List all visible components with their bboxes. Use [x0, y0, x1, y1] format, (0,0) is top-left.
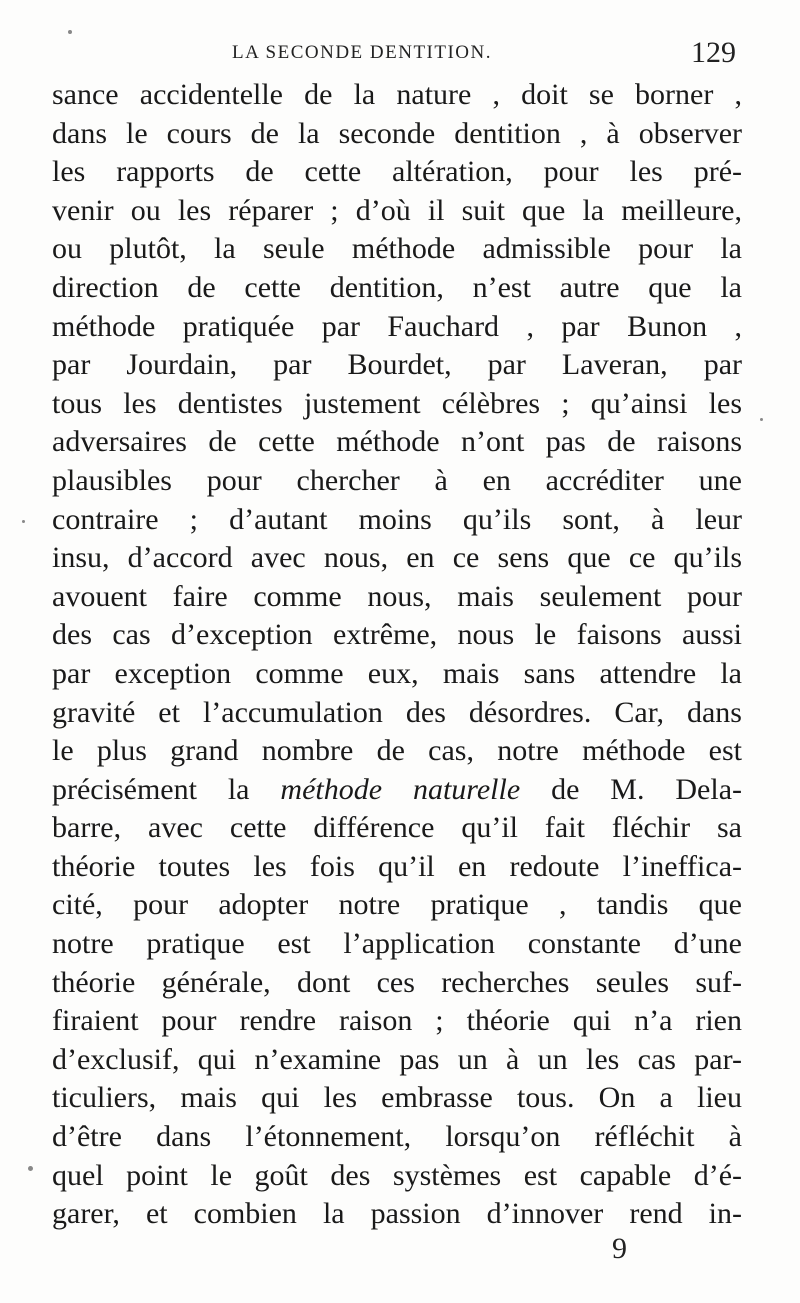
text-line: dans le cours de la seconde dentition , à observer: [52, 116, 742, 150]
signature-mark: 9: [612, 1232, 627, 1265]
text-line: gravité et l’accumulation des désordres. Car, dans: [52, 695, 742, 729]
text-line: par Jourdain, par Bourdet, par Laveran, par: [52, 348, 742, 382]
text-line: d’exclusif, qui n’examine pas un à un les cas par-: [52, 1042, 742, 1076]
body-text: [52, 76, 742, 1234]
text-line: plausibles pour chercher à en accréditer une: [52, 463, 742, 497]
text-line: par exception comme eux, mais sans attendre la: [52, 656, 742, 690]
text-segment: précisément la: [52, 772, 281, 806]
text-line: insu, d’accord avec nous, en ce sens que ce qu’ils: [52, 541, 742, 575]
text-line: méthode pratiquée par Fauchard , par Bunon ,: [52, 309, 742, 343]
text-line: le plus grand nombre de cas, notre méthode est: [52, 734, 742, 768]
text-segment: de M. Dela-: [520, 772, 742, 806]
text-line: avouent faire comme nous, mais seulement pour: [52, 579, 742, 613]
text-line: contraire ; d’autant moins qu’ils sont, à leur: [52, 502, 742, 536]
text-line: adversaires de cette méthode n’ont pas de raisons: [52, 425, 742, 459]
text-line: cité, pour adopter notre pratique , tandis que: [52, 888, 742, 922]
text-line: des cas d’exception extrême, nous le faisons aussi: [52, 618, 742, 652]
text-line: d’être dans l’étonnement, lorsqu’on réfléchit à: [52, 1120, 742, 1154]
text-line: théorie générale, dont ces recherches seules suf-: [52, 965, 742, 999]
text-line: venir ou les réparer ; d’où il suit que la meilleure,: [52, 193, 742, 227]
text-line: tous les dentistes justement célèbres ; qu’ainsi les: [52, 386, 742, 420]
text-line: quel point le goût des systèmes est capable d’é-: [52, 1158, 742, 1192]
paper-speck: [22, 520, 25, 523]
text-line-with-emphasis: [52, 771, 742, 810]
text-line: garer, et combien la passion d’innover rend in-: [52, 1197, 742, 1231]
page-header: [52, 36, 742, 76]
text-line: ticuliers, mais qui les embrasse tous. On a lieu: [52, 1081, 742, 1115]
page-number: 129: [691, 36, 736, 69]
text-line: direction de cette dentition, n’est autre que la: [52, 270, 742, 304]
text-line: notre pratique est l’application constante d’une: [52, 927, 742, 961]
text-line: théorie toutes les fois qu’il en redoute l’ineffica-: [52, 849, 742, 883]
paper-speck: [28, 1166, 33, 1171]
running-title: LA SECONDE DENTITION.: [232, 42, 493, 63]
italic-phrase: méthode naturelle: [280, 772, 521, 806]
paper-speck: [760, 418, 763, 421]
text-line: les rapports de cette altération, pour les pré-: [52, 155, 742, 189]
text-line: ou plutôt, la seule méthode admissible pour la: [52, 232, 742, 266]
text-line: sance accidentelle de la nature , doit se borner ,: [52, 78, 742, 111]
text-line: firaient pour rendre raison ; théorie qui n’a rien: [52, 1004, 742, 1038]
paper-speck: [68, 30, 72, 34]
text-line: barre, avec cette différence qu’il fait fléchir sa: [52, 811, 742, 845]
